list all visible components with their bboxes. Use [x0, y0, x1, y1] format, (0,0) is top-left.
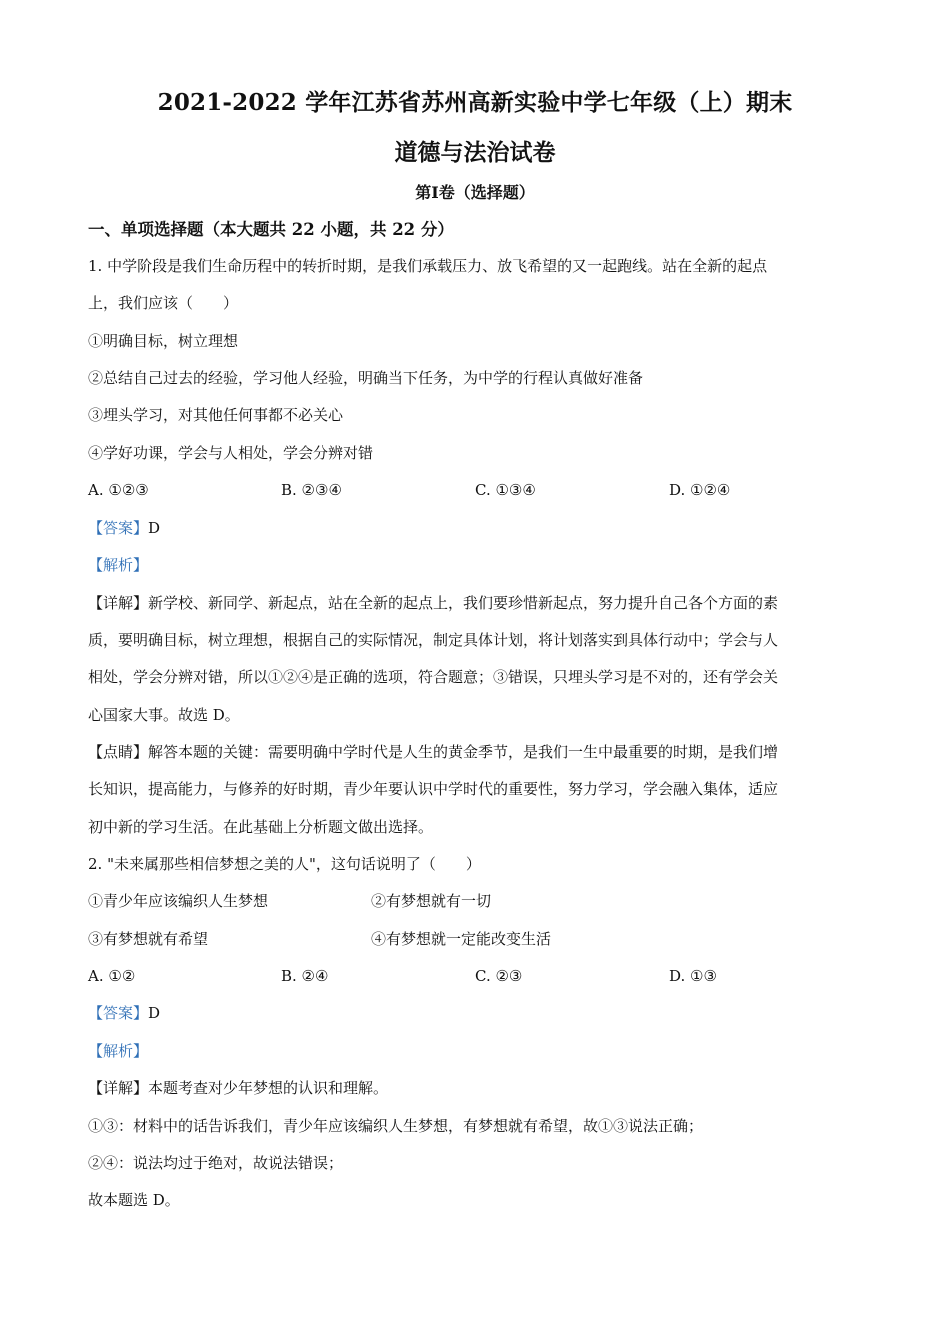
answer-value: D: [148, 519, 161, 537]
q2-detail-line3: ②④：说法均过于绝对，故说法错误；: [88, 1154, 344, 1172]
q1-detail-line3: 相处，学会分辨对错，所以①②④是正确的选项，符合题意；③错误，只埋头学习是不对的，还有学会关: [88, 668, 779, 686]
q2-detail-line2: ①③：材料中的话告诉我们，青少年应该编织人生梦想，有梦想就有希望，故①③说法正确；: [88, 1117, 704, 1135]
detail-tag: 【详解】: [88, 594, 149, 612]
q1-choice-c: C. ①③④: [475, 481, 536, 499]
q2-choice-b: B. ②④: [281, 967, 329, 985]
q2-stem: 2. "未来属那些相信梦想之美的人"，这句话说明了（ ）: [88, 855, 481, 873]
q1-detail-line2: 质，要明确目标，树立理想，根据自己的实际情况，制定具体计划，将计划落实到具体行动中；学会与人: [88, 631, 779, 649]
section-heading: 一、单项选择题（本大题共 22 小题，共 22 分）: [88, 220, 454, 239]
comment-text: 解答本题的关键：需要明确中学时代是人生的黄金季节，是我们一生中最重要的时期，是我们增: [148, 743, 779, 761]
analysis-tag: 【解析】: [88, 1042, 149, 1060]
answer-tag: 【答案】: [88, 1004, 149, 1022]
q1-item-1: ①明确目标，树立理想: [88, 332, 239, 350]
q2-item-1: ①青少年应该编织人生梦想: [88, 892, 269, 910]
q1-answer: [88, 518, 868, 538]
q1-item-2: ②总结自己过去的经验，学习他人经验，明确当下任务，为中学的行程认真做好准备: [88, 369, 644, 387]
analysis-tag: 【解析】: [88, 556, 149, 574]
q2-choice-c: C. ②③: [475, 967, 523, 985]
q2-answer: [88, 1003, 868, 1023]
q2-detail-line4: 故本题选 D。: [88, 1191, 180, 1209]
answer-tag: 【答案】: [88, 519, 149, 537]
detail-text: 本题考查对少年梦想的认识和理解。: [148, 1079, 389, 1097]
q1-item-4: ④学好功课，学会与人相处，学会分辨对错: [88, 444, 374, 462]
q1-choice-a: A. ①②③: [88, 481, 149, 499]
q1-stem-line1: 1. 中学阶段是我们生命历程中的转折时期，是我们承载压力、放飞希望的又一起跑线。站在全新的起点: [88, 257, 768, 275]
q1-choice-d: D. ①②④: [669, 481, 731, 499]
q1-stem-line2: 上，我们应该（ ）: [88, 294, 239, 312]
q2-choice-d: D. ①③: [669, 967, 717, 985]
q2-analysis-tag: [88, 1041, 868, 1061]
answer-value: D: [148, 1004, 161, 1022]
detail-text: 新学校、新同学、新起点，站在全新的起点上，我们要珍惜新起点，努力提升自己各个方面的素: [148, 594, 779, 612]
q1-comment-line3: 初中新的学习生活。在此基础上分析题文做出选择。: [88, 818, 434, 836]
q1-comment-line1: [88, 742, 868, 762]
q2-choice-a: A. ①②: [88, 967, 136, 985]
q1-comment-line2: 长知识，提高能力，与修养的好时期，青少年要认识中学时代的重要性，努力学习，学会融入集体，适应: [88, 780, 779, 798]
q1-detail-line1: [88, 593, 868, 613]
exam-title-line2: 道德与法治试卷: [394, 139, 556, 166]
q1-item-3: ③埋头学习，对其他任何事都不必关心: [88, 406, 344, 424]
q2-item-2: ②有梦想就有一切: [371, 892, 492, 910]
q2-detail-line1: [88, 1078, 868, 1098]
exam-title-line1: 2021-2022 学年江苏省苏州高新实验中学七年级（上）期末: [157, 89, 793, 116]
comment-tag: 【点睛】: [88, 743, 149, 761]
q1-detail-line4: 心国家大事。故选 D。: [88, 706, 240, 724]
volume-title: 第Ⅰ卷（选择题）: [415, 183, 535, 202]
q2-item-3: ③有梦想就有希望: [88, 930, 209, 948]
q2-item-4: ④有梦想就一定能改变生活: [371, 930, 552, 948]
q1-choice-b: B. ②③④: [281, 481, 342, 499]
detail-tag: 【详解】: [88, 1079, 149, 1097]
q1-analysis-tag: [88, 555, 868, 575]
